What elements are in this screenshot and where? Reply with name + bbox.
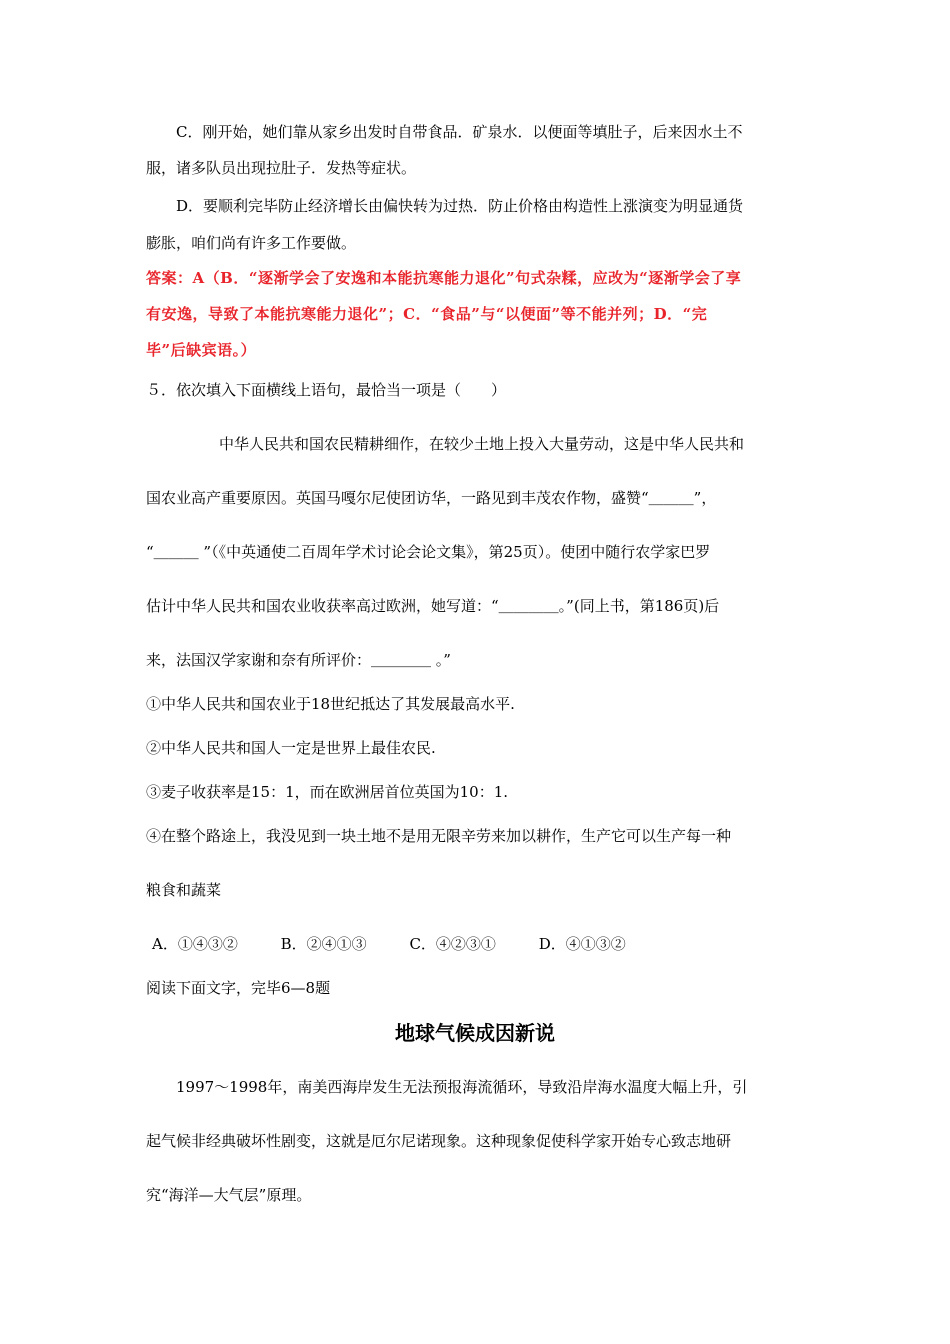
option-d-line-1: D．要顺利完毕防止经济增长由偏快转为过热．防止价格由构造性上涨演变为明显通货 xyxy=(176,197,744,215)
answer-line-1: 答案：A（B．“逐渐学会了安逸和本能抗寒能力退化”句式杂糅，应改为“逐渐学会了享 xyxy=(146,269,742,287)
article-line-2: 起气候非经典破坏性剧变，这就是厄尔尼诺现象。这种现象促使科学家开始专心致志地研 xyxy=(146,1132,732,1150)
answer-line-3: 毕”后缺宾语。） xyxy=(146,341,257,359)
option-c-line-1: C．刚开始，她们靠从家乡出发时自带食品．矿泉水．以便面等填肚子，后来因水土不 xyxy=(176,123,743,141)
option-d-line-2: 膨胀，咱们尚有许多工作要做。 xyxy=(146,234,357,252)
article-line-1: 1997～1998年，南美西海岸发生无法预报海流循环，导致沿岸海水温度大幅上升，引 xyxy=(176,1078,748,1096)
passage-line-4: 估计中华人民共和国农业收获率高过欧洲，她写道：“＿＿＿＿。”(同上书，第186页)后 xyxy=(146,597,720,615)
passage-line-1: 中华人民共和国农民精耕细作，在较少土地上投入大量劳动，这是中华人民共和 xyxy=(219,435,745,453)
answer-choices xyxy=(152,934,822,954)
passage-line-5: 来，法国汉学家谢和奈有所评价：＿＿＿＿ 。” xyxy=(146,651,451,669)
passage-line-2: 国农业高产重要原因。英国马嘎尔尼使团访华，一路见到丰茂农作物，盛赞“＿＿＿”， xyxy=(146,489,717,507)
choice-c: C．④②③① xyxy=(409,935,496,953)
item-3: ③麦子收获率是15：1，而在欧洲居首位英国为10：1. xyxy=(146,783,509,801)
item-2: ②中华人民共和国人一定是世界上最佳农民. xyxy=(146,739,436,757)
article-line-3: 究“海洋—大气层”原理。 xyxy=(146,1186,312,1204)
question-5-stem: ５．依次填入下面横线上语句，最恰当一项是（ ） xyxy=(146,381,507,399)
answer-line-2: 有安逸，导致了本能抗寒能力退化”；C．“食品”与“以便面”等不能并列；D．“完 xyxy=(146,305,708,323)
option-c-line-2: 服，诸多队员出现拉肚子．发热等症状。 xyxy=(146,159,417,177)
choice-a: A．①④③② xyxy=(152,935,238,953)
item-4-continued: 粮食和蔬菜 xyxy=(146,881,222,899)
item-4: ④在整个路途上，我没见到一块土地不是用无限辛劳来加以耕作，生产它可以生产每一种 xyxy=(146,827,732,845)
passage-line-3: “＿＿＿ ”（《中英通使二百周年学术讨论会论文集》，第25页）。使团中随行农学家巴罗 xyxy=(146,543,711,561)
reading-intro: 阅读下面文字，完毕6—8题 xyxy=(146,979,331,997)
article-title: 地球气候成因新说 xyxy=(395,1021,555,1045)
item-1: ①中华人民共和国农业于18世纪抵达了其发展最高水平. xyxy=(146,695,515,713)
choice-b: B．②④①③ xyxy=(280,935,367,953)
choice-d: D．④①③② xyxy=(538,935,626,953)
